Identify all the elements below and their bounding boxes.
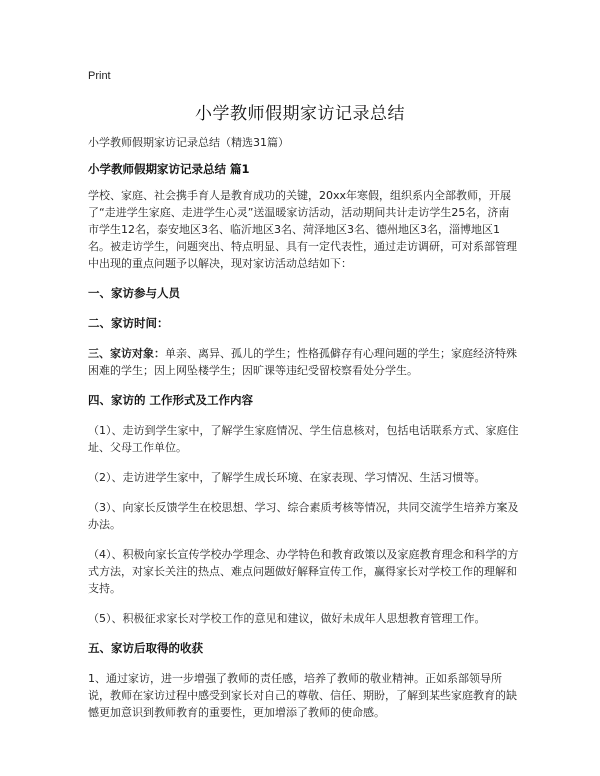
article-body bbox=[88, 134, 520, 721]
section-targets-text: 单亲、离异、孤儿的学生；性格孤僻存有心理问题的学生；家庭经济特殊困难的学生；因上网坠楼学生；因旷课等违纪受留校察看处分学生。 bbox=[88, 347, 517, 377]
section-harvest: 五、家访后取得的收获 bbox=[88, 641, 203, 655]
intro-paragraph: 学校、家庭、社会携手育人是教育成功的关键，20xx年寒假，组织系内全部教师，开展了“走进学生家庭、走进学生心灵”送温暖家访活动，活动期间共计走访学生25名，济南市学生12名，泰安地区3名、临沂地区3名、菏泽地区3名、德州地区3名，淄博地区1名。被走访学生，问题突出、特点明显、具有一定代表性，通过走访调研，可对系部管理中出现的重点问题予以解决，现对家访活动总结如下： bbox=[88, 189, 517, 270]
section-participants: 一、家访参与人员 bbox=[88, 286, 180, 300]
article-heading: 小学教师假期家访记录总结 篇1 bbox=[88, 162, 250, 176]
work-item: （4）、积极向家长宣传学校办学理念、办学特色和教育政策以及家庭教育理念和科学的方式方法，对家长关注的热点、难点问题做好解释宣传工作，赢得家长对学校工作的理解和支持。 bbox=[88, 548, 519, 595]
article-subtitle: 小学教师假期家访记录总结（精选31篇） bbox=[88, 136, 289, 149]
print-link[interactable]: Print bbox=[88, 70, 111, 82]
work-item: （5）、积极征求家长对学校工作的意见和建议，做好未成年人思想教育管理工作。 bbox=[88, 612, 486, 625]
work-item: （1）、走访到学生家中，了解学生家庭情况、学生信息核对，包括电话联系方式、家庭住址、父母工作单位。 bbox=[88, 424, 519, 454]
work-item: （3）、向家长反馈学生在校思想、学习、综合素质考核等情况，共同交流学生培养方案及办法。 bbox=[88, 501, 519, 531]
section-work-forms: 四、家访的 工作形式及工作内容 bbox=[88, 393, 254, 407]
page-title: 小学教师假期家访记录总结 bbox=[195, 104, 405, 124]
harvest-paragraph: 1、通过家访，进一步增强了教师的责任感，培养了教师的敬业精神。正如系部领导所说，教师在家访过程中感受到家长对自己的尊敬、信任、期盼，了解到某些家庭教育的缺憾更加意识到教师教育的重要性，更加增添了教师的使命感。 bbox=[88, 672, 517, 719]
section-targets bbox=[88, 345, 520, 379]
section-targets-label: 三、家访对象： bbox=[88, 347, 165, 360]
work-item: （2）、走访进学生家中，了解学生成长环境、在家表现、学习情况、生活习惯等。 bbox=[88, 471, 486, 484]
section-time: 二、家访时间： bbox=[88, 316, 169, 330]
